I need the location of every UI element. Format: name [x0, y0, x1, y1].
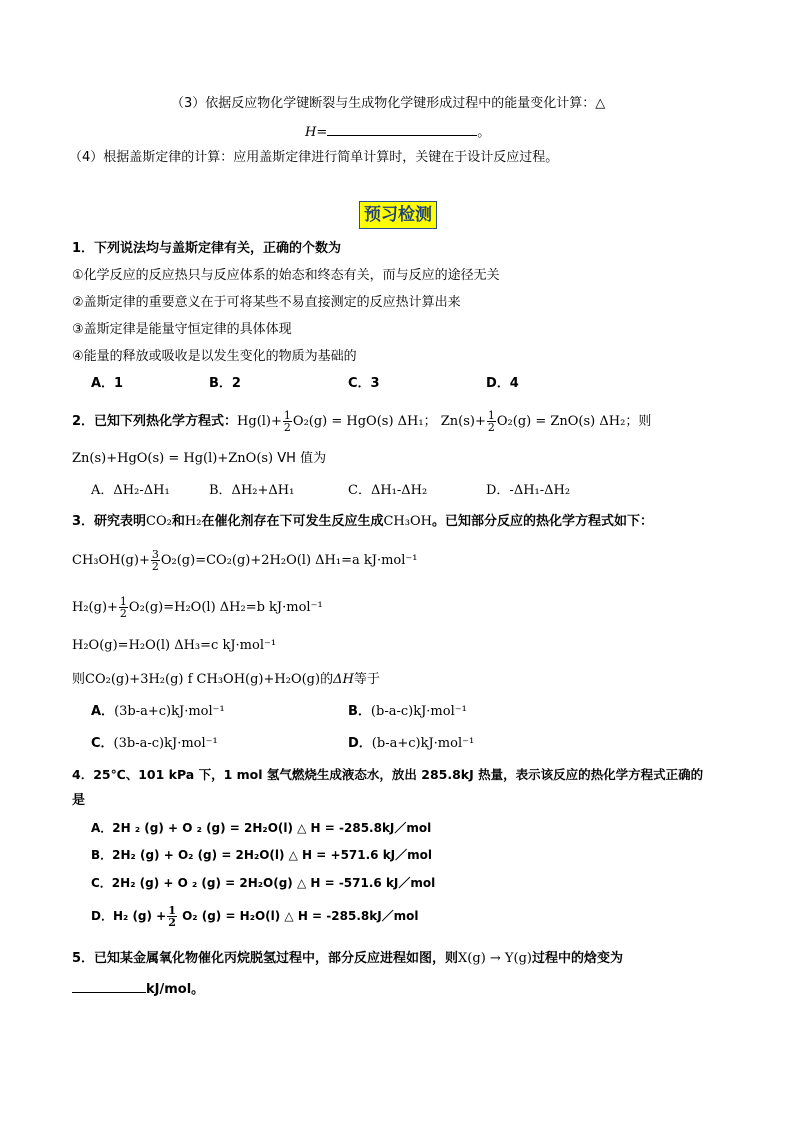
q2-stem: [72, 410, 651, 433]
q2-eq1-left: Hg(l)+: [237, 414, 282, 429]
q3-co2: CO₂: [146, 514, 172, 529]
section-heading-box: [359, 201, 437, 229]
q5-answer-blank[interactable]: [72, 978, 146, 993]
q3-ask-suffix: 等于: [353, 672, 380, 687]
option-letter: B．: [348, 704, 371, 719]
q2-eq2-right: O₂(g) = ZnO(s) ΔH₂；则: [496, 414, 652, 429]
option-value: (3b-a-c)kJ·mol⁻¹: [113, 736, 218, 751]
q3-eq1-frac: [151, 549, 160, 572]
frac-num: 3: [151, 548, 159, 561]
q3-eq1-right: O₂(g)=CO₂(g)+2H₂O(l) ΔH₁=a kJ·mol⁻¹: [160, 553, 418, 568]
q4-option-b[interactable]: B．2H₂ (g) + O₂ (g) = 2H₂O(l) △ H = +571.6 kJ／mol: [91, 848, 433, 862]
frac-den: 2: [151, 560, 159, 573]
q2-line2: [72, 450, 326, 468]
q3-equation-3: H₂O(g)=H₂O(l) ΔH₃=c kJ·mol⁻¹: [72, 638, 277, 653]
intro-item-3: [171, 95, 605, 113]
q3-ask-prefix: 则: [72, 672, 86, 687]
q5-stem-b: 过程中的焓变为: [531, 951, 623, 966]
enthalpy-label: H=: [305, 125, 328, 140]
q2-eq2-frac: [487, 410, 496, 433]
q1-statement-2: ②盖斯定律的重要意义在于可将某些不易直接测定的反应热计算出来: [72, 295, 461, 310]
q1-option-b[interactable]: B．2: [209, 376, 241, 391]
q3-option-c[interactable]: [91, 735, 218, 753]
q2-option-b[interactable]: B．ΔH₂+ΔH₁: [209, 483, 295, 498]
q3-option-b[interactable]: [348, 703, 467, 721]
q1-statement-3: ③盖斯定律是能量守恒定律的具体体现: [72, 322, 292, 337]
option-value: (b-a+c)kJ·mol⁻¹: [371, 736, 475, 751]
q2-prefix: 2．已知下列热化学方程式：: [72, 414, 238, 429]
q3-delta-h: ΔH: [333, 672, 354, 687]
q3-ch3oh: CH₃OH: [383, 514, 432, 529]
q1-option-d[interactable]: D．4: [486, 376, 519, 391]
intro-item-4: [69, 149, 558, 167]
q3-stem-d: 。已知部分反应的热化学方程式如下：: [431, 514, 653, 529]
q2-option-d[interactable]: D．-ΔH₁-ΔH₂: [486, 483, 571, 498]
q3-target-equation: CO₂(g)+3H₂(g) f CH₃OH(g)+H₂O(g): [85, 672, 321, 687]
q2-target-equation: Zn(s)+HgO(s) = Hg(l)+ZnO(s): [72, 451, 274, 466]
q1-statement-4: ④能量的释放或吸收是以发生变化的物质为基础的: [72, 349, 357, 364]
q4-stem-line1: 4．25℃、101 kPa 下，1 mol 氢气燃烧生成液态水，放出 285.8kJ 热量，表示该反应的热化学方程式正确的: [72, 767, 704, 782]
q2-option-a[interactable]: A．ΔH₂-ΔH₁: [91, 483, 170, 498]
q3-ask-mid: 的: [320, 672, 334, 687]
frac-den: 2: [487, 421, 495, 434]
q3-question: [72, 671, 380, 689]
frac-den: 2: [119, 607, 127, 620]
section-heading: 预习检测: [364, 205, 432, 225]
option-letter: A．: [91, 704, 115, 719]
frac-num: 1: [119, 595, 127, 608]
q4-option-c[interactable]: C．2H₂ (g) + O ₂ (g) = 2H₂O(g) △ H = -571.6 kJ／mol: [91, 876, 436, 890]
q3-stem-a: 3．研究表明: [72, 514, 147, 529]
q3-option-a[interactable]: [91, 703, 225, 721]
q5-stem: [72, 950, 623, 968]
frac-num: 1: [487, 409, 495, 422]
q2-option-c[interactable]: C．ΔH₁-ΔH₂: [348, 483, 428, 498]
q3-eq1-left: CH₃OH(g)+: [72, 553, 150, 568]
frac-den: 2: [168, 916, 176, 929]
q4-optd-frac: [167, 905, 177, 928]
q4-option-d[interactable]: [91, 905, 419, 928]
q4-optd-right: O₂ (g) = H₂O(l) △ H = -285.8kJ／mol: [177, 909, 419, 923]
q3-equation-1: [72, 549, 418, 572]
frac-num: 1: [283, 409, 291, 422]
option-letter: D．: [348, 736, 372, 751]
q3-stem: [72, 513, 653, 531]
q3-equation-2: [72, 596, 323, 619]
q1-statement-1: ①化学反应的反应热只与反应体系的始态和终态有关，而与反应的途径无关: [72, 268, 500, 283]
q5-equation: X(g) → Y(g): [458, 951, 532, 966]
intro-item-3-text: （3）依据反应物化学键断裂与生成物化学键形成过程中的能量变化计算：△: [171, 96, 606, 111]
q3-eq2-right: O₂(g)=H₂O(l) ΔH₂=b kJ·mol⁻¹: [128, 600, 323, 615]
q5-unit: kJ/mol。: [146, 982, 205, 997]
q3-eq2-frac: [119, 596, 128, 619]
option-value: (3b-a+c)kJ·mol⁻¹: [114, 704, 225, 719]
q1-stem: 1．下列说法均与盖斯定律有关，正确的个数为: [72, 241, 342, 256]
intro-item-3-formula: [305, 121, 490, 142]
option-letter: C．: [91, 736, 114, 751]
q3-option-d[interactable]: [348, 735, 474, 753]
frac-num: 1: [168, 904, 176, 917]
q4-option-a[interactable]: A．2H ₂ (g) + O ₂ (g) = 2H₂O(l) △ H = -285.8kJ／mol: [91, 821, 432, 835]
q2-line2-tail: VH 值为: [273, 451, 327, 466]
q3-stem-c: 在催化剂存在下可发生反应生成: [201, 514, 384, 529]
q2-eq2-left: Zn(s)+: [440, 414, 486, 429]
intro-item-4-text: （4）根据盖斯定律的计算：应用盖斯定律进行简单计算时，关键在于设计反应过程。: [69, 150, 559, 165]
q4-stem-line2: 是: [72, 793, 86, 808]
q2-eq1-right: O₂(g) = HgO(s) ΔH₁；: [292, 414, 437, 429]
answer-blank[interactable]: [327, 121, 477, 136]
q1-option-a[interactable]: A．1: [91, 376, 124, 391]
period: 。: [477, 125, 491, 140]
q1-option-c[interactable]: C．3: [348, 376, 380, 391]
q3-stem-b: 和: [171, 514, 185, 529]
q3-eq2-left: H₂(g)+: [72, 600, 118, 615]
frac-den: 2: [283, 421, 291, 434]
option-value: (b-a-c)kJ·mol⁻¹: [370, 704, 467, 719]
q5-stem-a: 5．已知某金属氧化物催化丙烷脱氢过程中，部分反应进程如图，则: [72, 951, 459, 966]
q3-h2: H₂: [184, 514, 202, 529]
q4-optd-left: D．H₂ (g) +: [91, 909, 167, 923]
q2-eq1-frac: [283, 410, 292, 433]
q5-answer-line: [72, 978, 204, 999]
